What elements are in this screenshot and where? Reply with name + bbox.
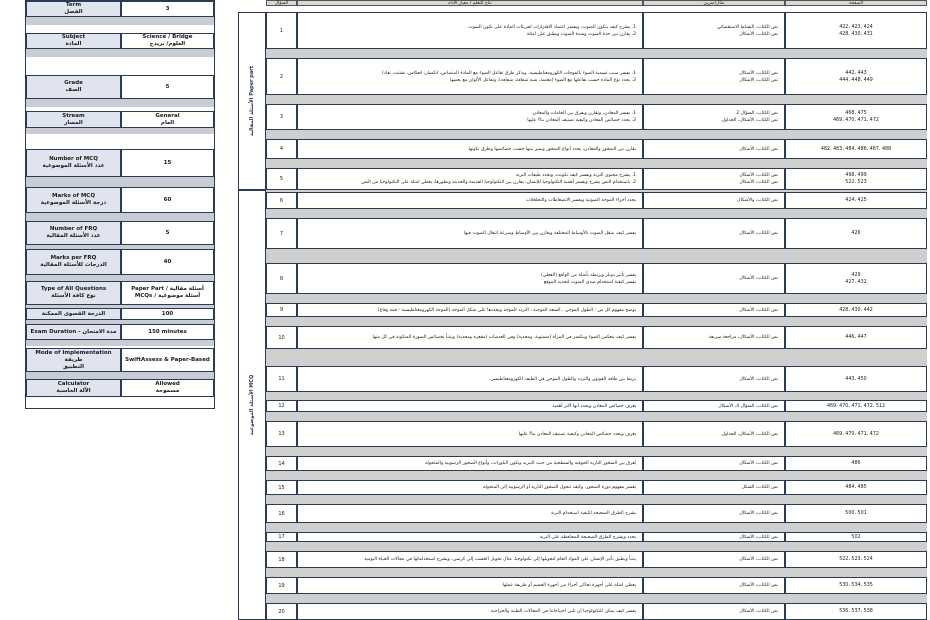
example-text: نص الكتاب، الأشكال [739,609,778,614]
info-row [26,111,214,128]
example-cell [643,12,785,49]
info-key-text: Mode of Implementation طريقة [35,349,112,363]
example-cell [643,263,785,294]
outcome-cell [297,603,643,620]
info-value [121,1,214,17]
page-text: 500، 501 [845,511,867,516]
outcome-cell [297,504,643,523]
example-text: نص الكتاب، الأشكال [739,173,778,178]
table-row [266,192,927,209]
header-page [785,0,927,6]
table-row [266,421,927,447]
info-row [26,249,214,275]
info-value-text: Paper Part / أسئلة مقالية [131,286,204,292]
question-number: 3 [266,104,297,130]
question-number: 10 [266,326,297,349]
example-text: نص الكتاب، الأشكال [739,231,778,236]
question-number: 7 [266,218,297,249]
info-value-text: 40 [163,258,172,265]
group-label-text: الأسئلة المقالية Paper part [249,65,256,137]
page-cell [785,456,927,471]
outcome-cell [297,480,643,495]
info-value [121,221,214,245]
example-text: نص الكتاب، الأشكال، الجداول [721,118,778,123]
page-text: 522، 523 [845,180,867,185]
outcome-text: يحدد أجزاء الموجة الصوتية ويفسر الانضغاطات والتخلخلات [525,198,636,203]
row-separator [266,447,927,456]
outcome-text: يربط بين طاقة الفوتون والتردد والطول الموجي في الطيف الكهرومغناطيسي [490,376,636,382]
info-value-text: العام [160,119,175,126]
page-cell [785,480,927,495]
table-row [266,104,927,130]
info-value [121,249,214,275]
page-text: 429 [851,272,861,278]
row-separator [266,317,927,326]
exam-specification-table [238,0,927,620]
example-cell [643,400,785,412]
table-row [266,532,927,542]
example-text: نص الكتاب، الأشكال [739,31,778,37]
outcome-text: يحدد ويشرح الطرق الصحيحة للمحافظة على التربة [539,534,636,540]
page-text: 498، 499 [845,173,867,178]
example-cell [643,104,785,130]
question-number: 19 [266,577,297,594]
info-key-text: المسار [64,119,83,126]
table-row [266,366,927,392]
page-text: 442، 443 [845,70,867,76]
example-cell [643,421,785,447]
question-number: 13 [266,421,297,447]
page-text: 443، 450 [845,376,867,382]
header-label: السؤال [274,0,289,6]
question-number: 5 [266,168,297,190]
info-row [26,324,214,340]
example-cell [643,192,785,209]
header-label: الصفحة [848,0,864,6]
info-key-text: الدرجة القصوى الممكنة [41,310,106,317]
question-number: 2 [266,58,297,95]
header-example [643,0,785,6]
info-row [26,221,214,245]
outcome-cell [297,12,643,49]
page-text: 424، 425 [845,198,867,203]
question-number: 16 [266,504,297,523]
outcome-text: يتنبأ ويطبق تأثير الإنسان على المواد الخام لتحويلها إلى تكنولوجيا، مثال تحويل الخشب إلى كرسي، ويشرح استخداماتها في مجالات الحياة اليومية [364,557,636,562]
info-value-text: 15 [163,159,172,166]
example-cell [643,326,785,349]
page-cell [785,551,927,568]
group-label-paper [238,12,266,190]
info-key-text: Term [65,2,82,8]
outcome-text: 2. باستخدام النص يشرح ويفسر أهمية التكنولوجيا للإنسان، يقارن بين التكنولوجيا القديمة والحديثة وتطورها، يعطي امثلة على التكنولوجيا من النص [361,180,636,185]
example-text: نص الكتاب، الأشكال [739,461,778,466]
outcome-text: 1. يفسر المعادن، ويقارن ويفرق بين الخامات والمعادن [532,111,636,116]
example-text: نص الكتاب، الأشكال [739,276,778,281]
outcome-text: 1. يفسر سبب تسمية الضوء بالموجات الكهرومغناطيسية، ويذكر طرق تفاعل الضوء مع المادة (امتصاص، انكسار، انعكاس، تشتت، نفاذ) [382,70,636,76]
info-value-text: MCQs / أسئلة موضوعية [134,293,201,299]
info-value-text: 3 [165,5,170,12]
table-row [266,326,927,349]
example-text: نص الكتاب، الأشكال [739,70,778,76]
info-value-text: مسموحة [155,388,180,394]
row-separator [266,523,927,532]
table-row [266,12,927,49]
question-number: 4 [266,139,297,159]
page-text: 536، 537، 538 [839,609,873,614]
page-cell [785,263,927,294]
info-key-text: Grade [64,80,83,86]
example-text: نص الكتاب، الأشكال [739,583,778,588]
group-label-mcq [238,190,266,620]
header-label: مثال/تمرين [703,0,725,6]
info-key [26,187,121,213]
info-value-text: 5 [165,229,170,236]
info-key-text: Calculator [57,381,90,387]
info-key [26,111,121,128]
info-key-text: Number of MCQ [49,156,98,162]
question-number: 9 [266,303,297,317]
example-text: نص الكتاب، الأشكال [739,307,778,313]
outcome-text: يعرف خصائص المعادن ويحدد أنها أكثر أهمية [552,403,636,409]
info-value [121,308,214,320]
row-separator [266,159,927,168]
page-cell [785,504,927,523]
outcome-text: 1. يشرح كيف يتكون الصوت، ويفسر اعتماد الاهتزازات لجزيئات المادة على تكون الصوت [468,24,636,30]
example-cell [643,366,785,392]
info-separator [26,340,214,346]
info-value-text: 5 [165,83,170,90]
question-number: 18 [266,551,297,568]
example-text: نص الكتاب، السؤال 2 [736,111,778,116]
question-number: 8 [266,263,297,294]
question-number: 1 [266,12,297,49]
question-number: 6 [266,192,297,209]
example-cell [643,480,785,495]
header-label: نتاج التعلم / معيار الأداء [448,0,492,6]
outcome-text: 2. يحدد نوع المادة حسب تفاعلها مع الضوء (معتمة، شبه شفافة، شفافة)، وتفاعل الألوان مع بعضها [450,77,636,83]
info-key-text: المادة [65,41,82,47]
header-question-number [266,0,297,6]
info-value [121,33,214,49]
outcome-cell [297,366,643,392]
page-cell [785,58,927,95]
page-cell [785,326,927,349]
outcome-text: يفسر كيف يمكن للتكنولوجيا أن تلبي احتياجاتنا في المجالات الطبية والجراحية [490,609,636,614]
info-row [26,1,214,17]
example-cell [643,303,785,317]
page-text: 482، 483، 484، 486، 487، 488 [820,146,892,152]
info-row [26,348,214,372]
info-key-text: الدرجات للأسئلة المقالية [40,262,107,268]
example-text: نص الكتاب، الأشكال [739,511,778,516]
outcome-cell [297,104,643,130]
table-row [266,456,927,471]
table-row [266,577,927,594]
info-key-text: درجة الأسئلة الموضوعية [40,200,107,206]
page-cell [785,577,927,594]
row-separator [266,495,927,504]
page-text: 469، 470، 471، 472 [833,118,879,123]
outcome-cell [297,303,643,317]
outcome-text: يشرح الطرق الصحيحة لكيفية استخدام التربة [550,511,636,516]
info-value [121,324,214,340]
example-cell [643,139,785,159]
question-number: 17 [266,532,297,542]
page-cell [785,366,927,392]
info-row [26,75,214,99]
table-row [266,303,927,317]
exam-info-panel [25,0,215,409]
example-text: نص الكتاب، الأشكال، الجداول [721,431,778,437]
row-separator [266,130,927,139]
info-value-text: General [155,112,180,119]
row-separator [266,95,927,104]
page-cell [785,421,927,447]
info-value-text: Science / Bridge [142,34,193,40]
page-text: 486 [851,461,861,466]
info-row [26,33,214,49]
info-key-text: عدد الأسئلة المقالية [46,233,101,239]
page-text: 444، 448، 449 [839,77,873,83]
outcome-text: يفسر تأثير دوبلر ويربطه بأمثلة من الواقع (الفعلي) [540,272,636,278]
info-key [26,33,121,49]
example-cell [643,551,785,568]
question-number: 14 [266,456,297,471]
row-separator [266,471,927,480]
info-value [121,348,214,372]
example-text: نص الكتاب، الأشكال [739,180,778,185]
info-key-text: التطبيق [62,363,84,370]
info-key-text: Marks of MCQ [51,193,95,199]
info-value [121,187,214,213]
info-key [26,221,121,245]
row-separator [266,392,927,400]
page-text: 469، 470، 471، 472، 512 [826,403,886,409]
info-key-text: Stream [62,112,85,119]
table-row [266,400,927,412]
outcome-text: يفسر كيف ينتقل الصوت بالأوساط المختلفة ويقارن بين الأوساط وسرعة انتقال الصوت فيها [463,231,636,236]
info-value-text: 150 minutes [148,328,187,335]
table-row [266,58,927,95]
page-cell [785,104,927,130]
info-value-text: Allowed [155,381,180,387]
group-label-text: الأسئلة الموضوعية MCQ [249,374,256,436]
table-row [266,218,927,249]
outcome-cell [297,218,643,249]
outcome-text: يفسر كيف ينعكس الضوء وينكسر في المرآة (مستوية، ومحدبة) وفي العدسات (مقعرة ومحدبة) ويتنبأ بخصائص الصورة المتكونة في كل منها [372,335,636,340]
row-separator [266,412,927,421]
outcome-cell [297,551,643,568]
info-separator [26,128,214,134]
info-row [26,308,214,320]
table-row [266,168,927,190]
outcome-cell [297,58,643,95]
page-cell [785,303,927,317]
info-row [26,187,214,213]
question-number: 15 [266,480,297,495]
info-key-text: نوع كافة الأسئلة [51,293,96,299]
info-key [26,281,121,305]
row-separator [266,249,927,263]
info-key [26,348,121,372]
outcome-text: يُفرق بين الصخور النارية الجوفية والسطحية من حيث التبريد وتكون البلورات، وأنواع الصخور الرسوبية والمتحولة [424,461,636,466]
info-key-text: الصف [65,87,82,93]
page-text: 469، 470، 471، 472 [833,431,879,437]
page-cell [785,192,927,209]
example-text: نص الكتاب، الأشكال [739,376,778,382]
outcome-text: يوضح مفهوم كل من : الطول الموجي ، السعة الموجية ، التردد للموجة ويحددها على شكل الموجة (الموجة الكهرومغناطيسية - قمة وقاع) [377,307,636,313]
info-separator [26,99,214,107]
outcome-cell [297,532,643,542]
info-key [26,1,121,17]
info-key-text: الآلة الحاسبة [56,388,91,394]
info-separator [26,17,214,25]
info-separator [26,177,214,187]
info-value [121,281,214,305]
example-text: نص الكتاب، النشاط الاستقصائي [717,24,778,30]
info-key [26,249,121,275]
example-cell [643,504,785,523]
info-row [26,379,214,397]
info-key-text: Type of All Questions [40,286,107,292]
example-text: نص الكتاب، الشكل [741,485,778,490]
page-cell [785,139,927,159]
info-value-text: العلوم/ بريدج [149,41,186,47]
outcome-text: يعرف ويحدد خصائص المعادن وكيفية تصنيف المعادن بناءً عليها [518,431,636,437]
info-value [121,75,214,99]
example-cell [643,456,785,471]
outcome-text: يعطي امثلة على أجهزة تحاكي أجزاء من أجهزة الجسم أو طريقة عملها [502,583,636,588]
table-row [266,480,927,495]
outcome-cell [297,263,643,294]
row-separator [266,49,927,58]
info-key [26,75,121,99]
table-row [266,139,927,159]
info-value [121,379,214,397]
page-cell [785,400,927,412]
example-text: نص الكتاب، الأشكال [739,557,778,562]
info-value [121,149,214,177]
header-outcome [297,0,643,6]
info-key-text: Subject [61,34,86,40]
info-value [121,111,214,128]
example-cell [643,218,785,249]
outcome-cell [297,400,643,412]
outcome-text: يفسر كيفية استخدام صدى الصوت لتحديد الموقع [543,279,636,285]
table-row [266,603,927,620]
row-separator [266,209,927,218]
info-key [26,379,121,397]
table-row [266,504,927,523]
example-text: نص الكتاب، الأشكال [739,77,778,83]
outcome-cell [297,168,643,190]
example-text: نص الكتاب، الأشكال [739,146,778,152]
outcome-text: 2. يحدد خصائص المعادن وكيفية تصنيف المعادن بناءً عليها [527,118,636,123]
info-key-text: Marks per FRQ [50,255,97,261]
page-text: 530، 534، 535 [839,583,873,588]
question-number: 12 [266,400,297,412]
example-cell [643,532,785,542]
page-text: 468، 475 [845,111,867,116]
info-key-text: Number of FRQ [49,226,98,232]
example-text: نص الكتاب، الأشكال، مراجعة سريعة [708,335,778,340]
question-number: 20 [266,603,297,620]
info-row [26,149,214,177]
example-text: نص الكتاب، الأشكال [739,534,778,540]
table-row [266,263,927,294]
page-text: 428، 430، 442 [839,307,873,313]
outcome-text: 1. يشرح محتوى التربة ويفسر كيف تكونت، ويحدد طبقات التربة [515,173,636,178]
info-row [26,281,214,305]
row-separator [266,294,927,303]
row-separator [266,542,927,551]
example-text: نص الكتاب، السؤال 4، الأشكال [718,403,778,409]
outcome-cell [297,139,643,159]
example-cell [643,603,785,620]
info-value-text: 60 [163,196,172,203]
page-text: 426 [851,231,861,236]
info-value-text: 100 [161,310,174,317]
page-text: 502 [851,534,861,540]
example-text: نص الكتاب، والأشكال [737,198,778,203]
outcome-text: 2. يقارن بين حدة الصوت وشدة الصوت ويطبق على امثلة [526,31,636,37]
info-key [26,308,121,320]
outcome-cell [297,421,643,447]
page-cell [785,168,927,190]
example-cell [643,168,785,190]
page-cell [785,218,927,249]
table-row [266,551,927,568]
example-cell [643,577,785,594]
info-separator [26,49,214,57]
info-value-text: SwiftAssess & Paper-Based [125,356,210,363]
question-number: 11 [266,366,297,392]
page-text: 446، 447 [845,335,867,340]
info-key-text: الفصل [64,9,83,15]
info-key-text: عدد الأسئلة الموضوعية [42,163,105,169]
info-key-text: Exam Duration - مدة الامتحان [30,328,117,335]
outcome-cell [297,192,643,209]
page-text: 428، 430، 431 [839,31,873,37]
outcome-text: يفسر مفهوم دورة الصخور، وكيف تتحول الصخور النارية أو الرسوبية إلى المتحولة [482,485,636,490]
example-cell [643,58,785,95]
page-text: 522، 523، 524 [839,557,873,562]
page-cell [785,532,927,542]
row-separator [266,594,927,603]
page-text: 422، 423، 424 [839,24,873,30]
outcome-cell [297,326,643,349]
outcome-text: يقارن بين الصخور والمعادن، يحدد أنواع الصخور ويميز بينها حسب خصائصها وطرق تكونها [468,146,636,152]
page-text: 484، 485 [845,485,867,490]
row-separator [266,568,927,577]
row-separator [266,349,927,366]
info-key [26,324,121,340]
outcome-cell [297,456,643,471]
page-text: 427، 432 [845,279,867,285]
page-cell [785,603,927,620]
info-key [26,149,121,177]
outcome-cell [297,577,643,594]
page-cell [785,12,927,49]
